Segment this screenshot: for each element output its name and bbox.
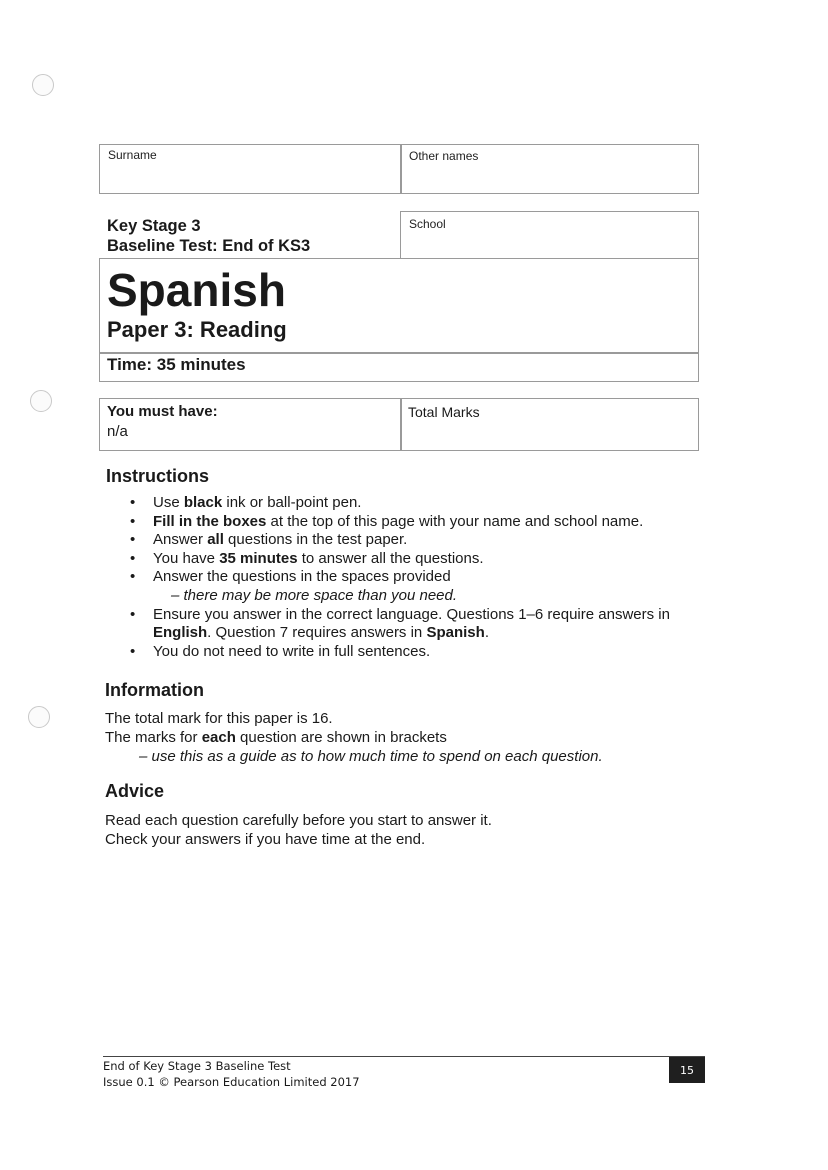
- instruction-item: [130, 606, 730, 643]
- surname-label: Surname: [108, 148, 157, 162]
- instruction-text: Fill in the boxes: [153, 512, 267, 530]
- instructions-heading: Instructions: [106, 466, 210, 486]
- baseline-test: Baseline Test: End of KS3: [107, 237, 311, 255]
- bullet-icon: •: [130, 642, 136, 660]
- other-names-field[interactable]: [409, 149, 694, 189]
- instruction-text: .: [484, 624, 489, 642]
- information-text: [105, 709, 603, 766]
- instruction-text: You do not need to write in full sentences.: [153, 642, 431, 660]
- instruction-text: Answer: [153, 531, 208, 549]
- bullet-icon: •: [130, 568, 136, 586]
- instruction-text: . Question 7 requires answers in: [207, 624, 427, 642]
- bullet-icon: •: [130, 549, 136, 567]
- punch-hole-top: [32, 74, 54, 96]
- materials-box-divider: [400, 398, 402, 451]
- footer-line-2: Issue 0.1 © Pearson Education Limited 2017: [103, 1075, 360, 1089]
- school-field[interactable]: [409, 217, 689, 253]
- instruction-text: English: [153, 624, 208, 642]
- instruction-text: Spanish: [426, 624, 485, 642]
- instruction-item: [130, 643, 730, 662]
- information-heading: Information: [105, 680, 204, 700]
- subject-box-divider: [99, 352, 699, 354]
- instruction-text: Answer the questions in the spaces provided: [153, 568, 451, 586]
- instruction-item: [130, 531, 730, 550]
- footer-line-1: End of Key Stage 3 Baseline Test: [103, 1059, 291, 1073]
- instruction-text: 35 minutes: [219, 549, 298, 567]
- punch-hole-bottom: [28, 706, 50, 728]
- instruction-subtext: – there may be more space than you need.: [171, 586, 458, 604]
- instruction-item: [130, 494, 730, 513]
- instruction-text: at the top of this page with your name and school name.: [266, 512, 644, 530]
- instruction-text: to answer all the questions.: [297, 549, 484, 567]
- other-names-label: Other names: [409, 149, 479, 163]
- time-allowed: Time: 35 minutes: [107, 355, 246, 374]
- information-line-1: The total mark for this paper is 16.: [105, 710, 333, 727]
- total-marks-label: Total Marks: [408, 404, 480, 420]
- instruction-text: questions in the test paper.: [223, 531, 408, 549]
- instruction-text: black: [183, 494, 223, 511]
- paper-title: Paper 3: Reading: [107, 317, 287, 342]
- advice-heading: Advice: [105, 781, 165, 801]
- instruction-text: Ensure you answer in the correct language. Questions 1–6 require answers in: [153, 605, 670, 623]
- advice-line-1: Read each question carefully before you start to answer it.: [105, 812, 492, 829]
- footer-text: [103, 1058, 360, 1090]
- instruction-text: Use: [153, 494, 184, 511]
- name-box-divider: [400, 144, 402, 194]
- footer-rule: [103, 1056, 705, 1057]
- key-stage: Key Stage 3: [107, 217, 201, 235]
- page-number: 15: [669, 1057, 705, 1083]
- must-have-label: You must have:: [107, 403, 218, 420]
- bullet-icon: •: [130, 531, 136, 549]
- school-label: School: [409, 217, 446, 231]
- instruction-text: ink or ball-point pen.: [222, 494, 362, 511]
- instruction-item: [130, 513, 730, 532]
- instruction-item: [130, 550, 730, 569]
- advice-text: [105, 811, 492, 849]
- must-have-value: n/a: [107, 423, 128, 440]
- instruction-item: [130, 568, 730, 605]
- instruction-text: all: [207, 531, 224, 549]
- bullet-icon: •: [130, 512, 136, 530]
- information-line-3: – use this as a guide as to how much time to spend on each question.: [139, 748, 603, 765]
- instruction-text: You have: [153, 549, 220, 567]
- advice-line-2: Check your answers if you have time at the end.: [105, 831, 426, 848]
- must-have: [107, 402, 218, 442]
- punch-hole-middle: [30, 390, 52, 412]
- surname-field[interactable]: [108, 148, 393, 188]
- instructions-list: [130, 494, 730, 661]
- subject-title: Spanish: [107, 264, 286, 316]
- information-line-2: The marks for each question are shown in brackets: [105, 729, 447, 746]
- bullet-icon: •: [130, 605, 136, 623]
- bullet-icon: •: [130, 494, 136, 511]
